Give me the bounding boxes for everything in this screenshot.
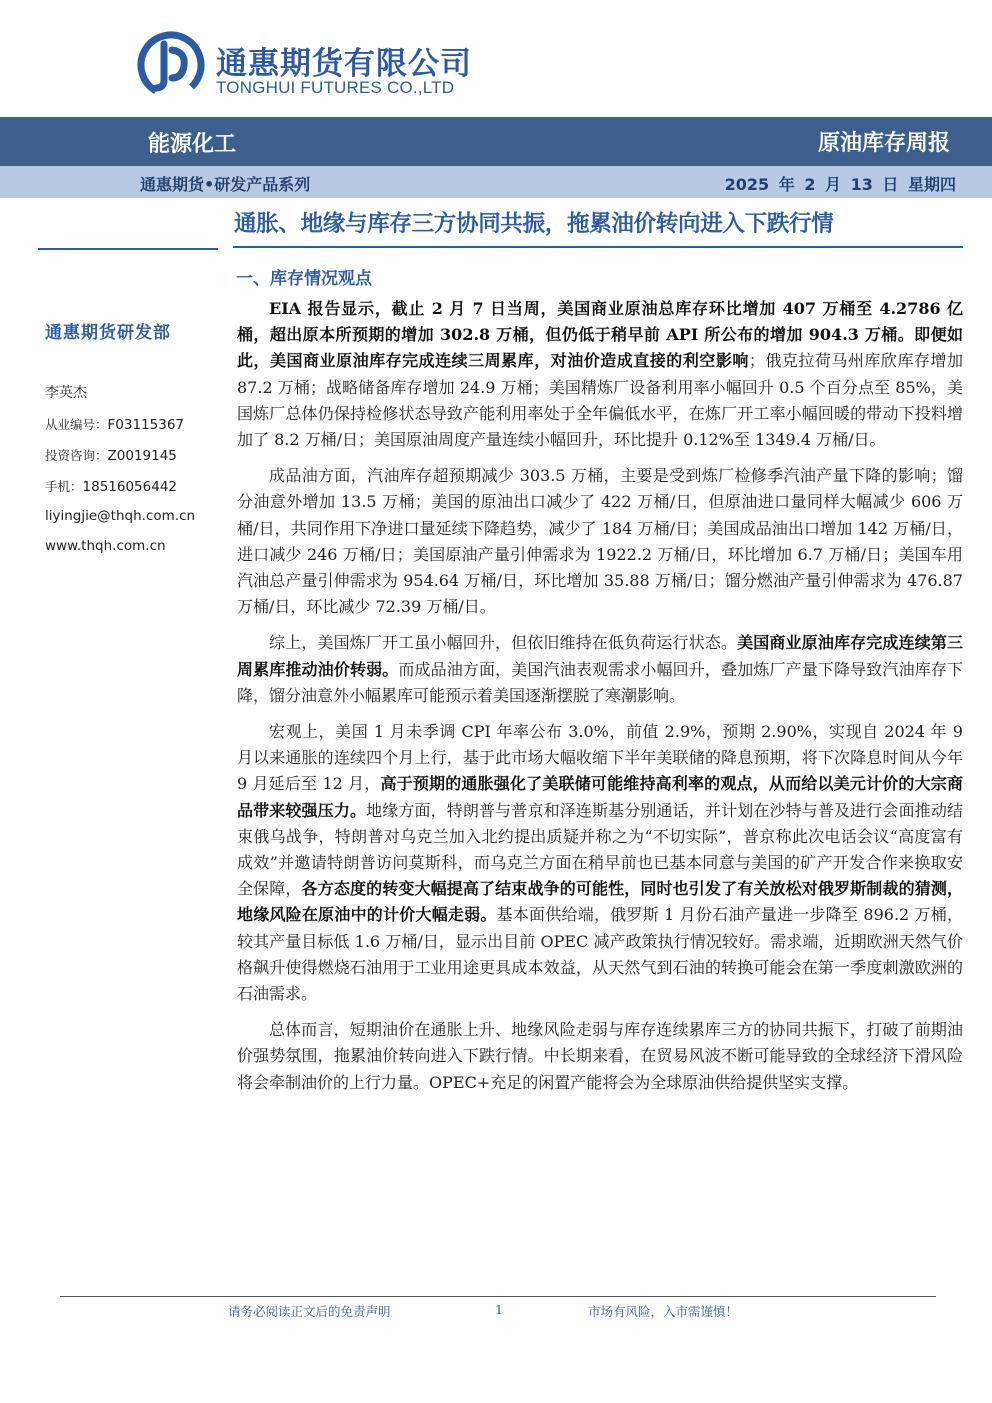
p4-text-2: 地缘方面，特朗普与普京和泽连斯基分别通话，并计划在沙特与普及进行会面推动结束俄乌战争，特朗普对乌克兰加入北约提出质疑并称之为“不切实际”，普京称此次电话会议“高度富有成效”并邀请特朗普访问莫斯科，而乌克兰方面在稍早前也已基本同意与美国的矿产开发合作来换取安全保障，	[237, 800, 963, 899]
report-date: 2025 年 2 月 13 日 星期四	[724, 175, 956, 194]
paragraph-2	[237, 463, 963, 620]
tonghui-logo-icon	[136, 30, 206, 100]
p3-text-2: 而成品油方面，美国汽油表观需求小幅回升，叠加炼厂产量下降导致汽油库存下降，馏分油意外小幅累库可能预示着美国逐渐摆脱了寒潮影响。	[237, 659, 963, 705]
p4-text-1: 宏观上，美国 1 月未季调 CPI 年率公布 3.0%，前值 2.9%，预期 2.90%，实现自 2024 年 9 月以来通胀的连续四个月上行，基于此市场大幅收缩下半年美联储的降息预期，将下次降息时间从今年 9 月延后至 12 月，	[237, 722, 963, 794]
phone-label: 手机：	[45, 479, 83, 494]
series-label: 通惠期货•研发产品系列	[140, 175, 311, 194]
section-title: 一、库存情况观点	[236, 269, 372, 289]
paragraph-5	[237, 1017, 963, 1096]
footer-risk: 市场有风险，入市需谨慎！	[588, 1304, 739, 1319]
footer-disclaimer: 请务必阅读正文后的免责声明	[228, 1304, 391, 1319]
license-value: F03115367	[107, 417, 184, 433]
phone-info	[45, 477, 177, 495]
p2-text-1: 成品油方面，汽油库存超预期减少 303.5 万桶，主要是受到炼厂检修季汽油产量下降的影响；馏分油意外增加 13.5 万桶；美国的原油出口减少了 422 万桶/日，但原油进口量同样大幅减少 606 万桶/日，共同作用下净进口量延续下降趋势，减少了 184 万桶/日；美国成品油出口增加 142 万桶/日，进口减少 246 万桶/日；美国原油产量引伸需求为 1922.2 万桶/日，环比增加 6.7 万桶/日；美国车用汽油总产量引伸需求为 954.64 万桶/日，环比增加 35.88 万桶/日；馏分燃油产量引伸需求为 476.87 万桶/日，环比减少 72.39 万桶/日。	[237, 466, 963, 617]
license-label: 从业编号：	[45, 417, 108, 432]
p1-text-1: ；俄克拉荷马州库欣库存增加 87.2 万桶；战略储备库存增加 24.9 万桶；美国精炼厂设备利用率小幅回升 0.5 个百分点至 85%，美国炼厂总体仍保持检修状态导致产能利用率处于全年偏低水平，在炼厂开工率小幅回暖的带动下投料增加了 8.2 万桶/日；美国原油周度产量连续小幅回升，环比提升 0.12%至 1349.4 万桶/日。	[237, 351, 963, 450]
p5-text-1: 总体而言，短期油价在通胀上升、地缘风险走弱与库存连续累库三方的协同共振下，打破了前期油价强势氛围，拖累油价转向进入下跌行情。中长期来看，在贸易风波不断可能导致的全球经济下滑风险将会牵制油价的上行力量。OPEC+充足的闲置产能将会为全球原油供给提供坚实支撑。	[237, 1020, 963, 1092]
license-info	[45, 415, 184, 433]
p4-text-3: 基本面供给端，俄罗斯 1 月份石油产量进一步降至 896.2 万桶，较其产量目标低 1.6 万桶/日，显示出目前 OPEC 减产政策执行情况较好。需求端，近期欧洲天然气价格飙升使得燃烧石油用于工业用途更具成本效益，从天然气到石油的转换可能会在第一季度刺激欧洲的石油需求。	[237, 905, 963, 1004]
analyst-sidebar	[45, 318, 225, 554]
department: 通惠期货研发部	[45, 323, 171, 343]
p1-bold-1: EIA 报告显示，截止 2 月 7 日当周，美国商业原油总库存环比增加 407 万桶至 4.2786 亿桶，超出原本所预期的增加 302.8 万桶，但仍低于稍早前 API 所公布的增加 904.3 万桶。即便如此，美国商业原油库存完成连续三周累库，对油价造成直接的利空影响	[237, 299, 963, 371]
p4-bold-2: 各方态度的转变大幅提高了结束战争的可能性，同时也引发了有关放松对俄罗斯制裁的猜测，地缘风险在原油中的计价大幅走弱。	[237, 879, 963, 925]
article-body	[237, 296, 963, 1106]
analyst-name: 李英杰	[45, 385, 87, 401]
sector-label: 能源化工	[148, 132, 237, 157]
consult-label: 投资咨询：	[45, 448, 108, 463]
phone-value: 18516056442	[82, 479, 177, 495]
p3-bold-1: 美国商业原油库存完成连续第三周累库推动油价转弱。	[237, 633, 963, 679]
header-band	[0, 117, 992, 166]
paragraph-3	[237, 630, 963, 709]
sidebar-divider	[38, 248, 218, 250]
consult-info	[45, 446, 177, 464]
page-title: 通胀、地缘与库存三方协同共振，拖累油价转向进入下跌行情	[234, 211, 834, 237]
footer-divider	[60, 1296, 936, 1297]
p4-bold-1: 高于预期的通胀强化了美联储可能维持高利率的观点，从而给以美元计价的大宗商品带来较强压力。	[237, 774, 963, 820]
company-name-en: TONGHUI FUTURES CO.,LTD	[216, 78, 455, 97]
paragraph-1	[237, 296, 963, 453]
subheader-band	[0, 166, 992, 198]
report-type: 原油库存周报	[817, 131, 950, 156]
email-link[interactable]: liyingjie@thqh.com.cn	[45, 508, 196, 524]
title-divider	[233, 246, 963, 248]
page-number: 1	[495, 1302, 503, 1317]
p3-text-1: 综上，美国炼厂开工虽小幅回升，但依旧维持在低负荷运行状态。	[269, 633, 738, 653]
website-link[interactable]: www.thqh.com.cn	[45, 538, 166, 554]
company-name-cn: 通惠期货有限公司	[216, 46, 472, 82]
paragraph-4	[237, 719, 963, 1007]
consult-value: Z0019145	[107, 448, 177, 464]
